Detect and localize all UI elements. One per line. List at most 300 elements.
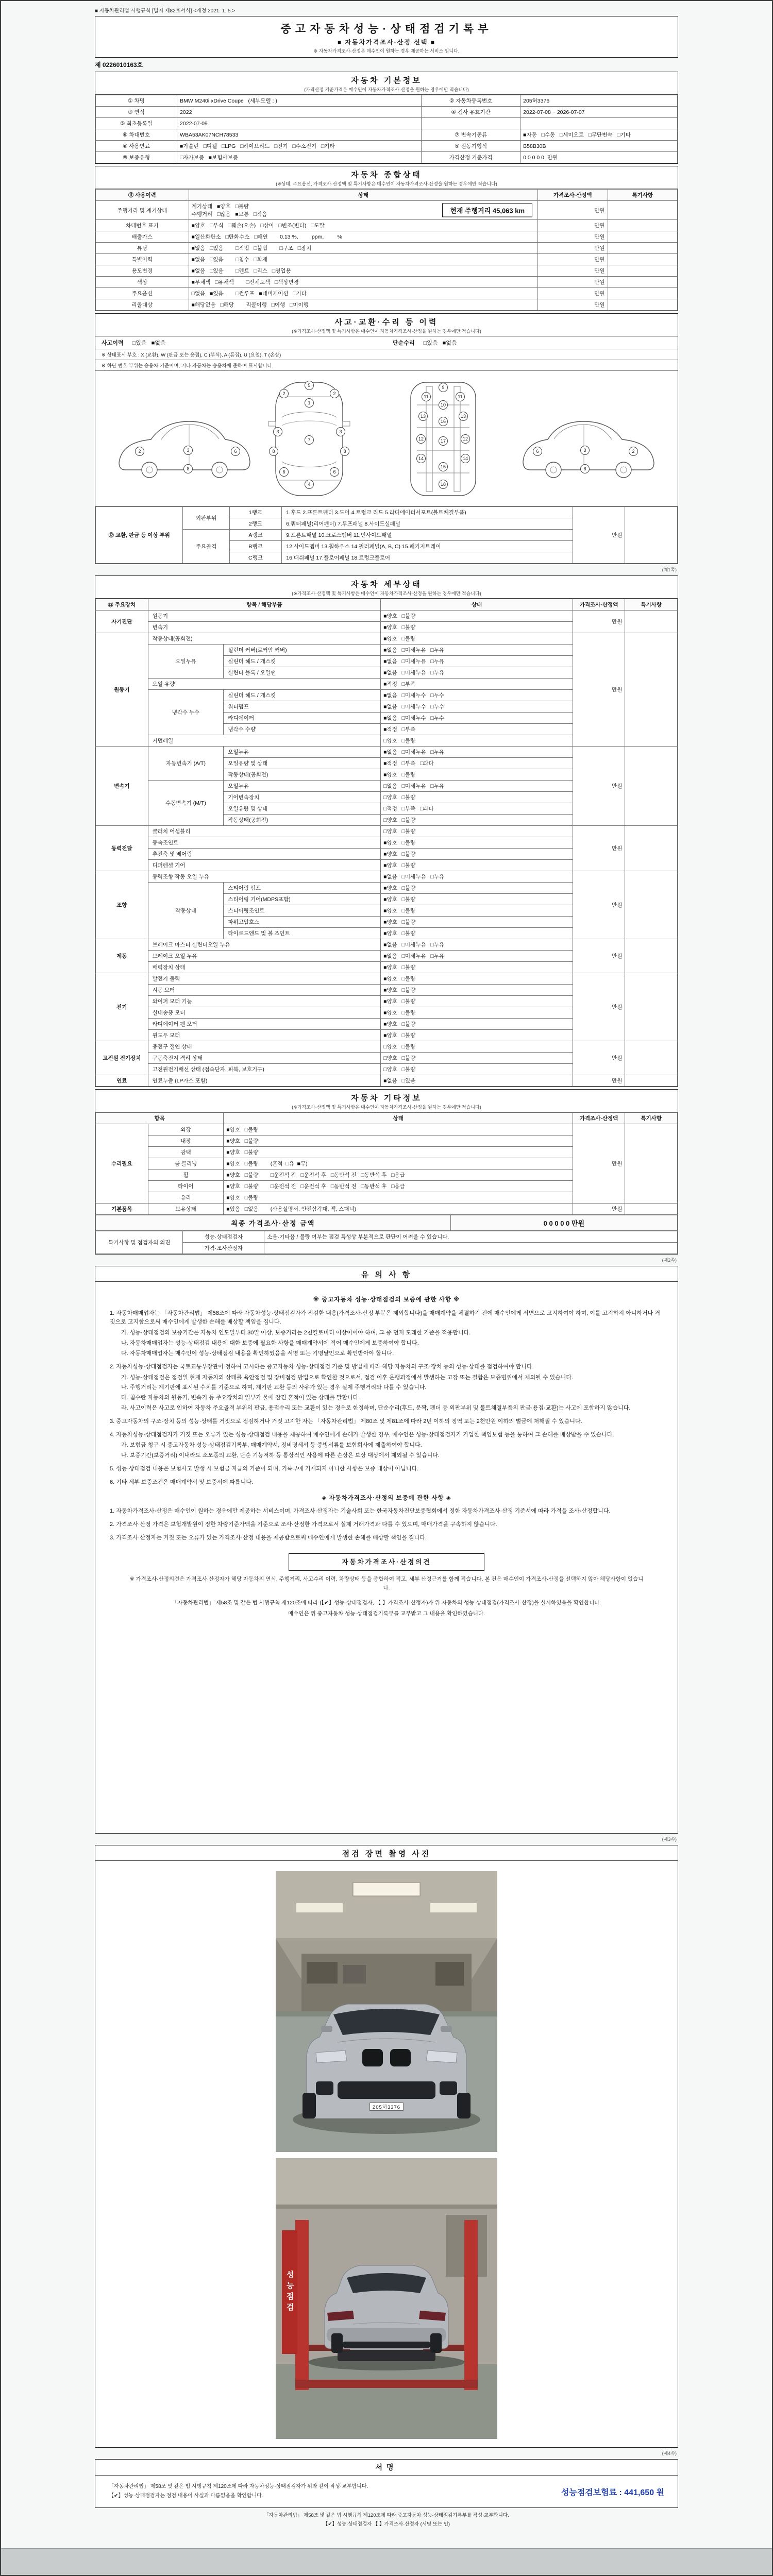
state-options: ■양호 □불량 [381, 769, 573, 781]
field-label: ④ 검사 유효기간 [422, 107, 520, 118]
price-cell: 만원 [573, 507, 625, 564]
etc-item-label: 타이어 [148, 1181, 224, 1192]
state-options: ■양호 □불량 □운전석 전 □운전석 후 □동반석 전 □동반석 후 □응급 [224, 1181, 573, 1192]
section-inspection-photos [95, 1845, 678, 2448]
state-options: ■양호 □불량 (흔적 □유 ■무) [224, 1158, 573, 1170]
panel-number-marker [274, 428, 282, 436]
item-label: 스티어링 펌프 [224, 883, 381, 894]
svg-text:14: 14 [462, 456, 468, 461]
device-group-label: 자기진단 [96, 611, 148, 633]
item-label: 타이로드엔드 및 볼 조인트 [224, 928, 381, 939]
detail-state-row [96, 826, 678, 837]
state-options: ■양호 □불량 [381, 633, 573, 645]
item-label: 연료누출 (LP가스 포함) [148, 1075, 381, 1087]
field-label: ⑦ 변속기종류 [422, 129, 520, 141]
svg-text:3: 3 [276, 429, 279, 434]
price-cell: 만원 [538, 299, 608, 311]
state-options: ■양호 □불량 [381, 985, 573, 996]
state-options [189, 299, 537, 311]
detail-state-row [96, 871, 678, 883]
notice-paragraph: 가. 성능·상태점검은 점검일 현재 자동차의 상태를 육안점검 및 장비점검 방법으로 확인한 것으로서, 점검 이후 운행과정에서 발생하는 고장 또는 결함은 보증범위에서 제외될 수 있습니다. [121, 1374, 574, 1381]
etc-item-label: 내장 [148, 1136, 224, 1147]
inspection-photo-lift [276, 2158, 497, 2439]
opinion-who: 가격·조사산정자 [183, 1243, 264, 1254]
section-accident-title: 사고·교환·수리 등 이력 [334, 318, 439, 327]
item-label: 브레이크 오일 누유 [148, 951, 381, 962]
svg-text:6: 6 [333, 469, 336, 474]
inspection-photo-front [276, 1871, 497, 2152]
device-group-label: 변속기 [96, 747, 148, 826]
field-label [422, 118, 520, 129]
device-group-label: 조향 [96, 871, 148, 939]
svg-text:6: 6 [282, 469, 285, 474]
panel-number-marker [417, 454, 426, 463]
remark-cell [608, 299, 678, 311]
price-cell: 만원 [573, 939, 625, 973]
col-price: 가격조사·산정액 [573, 599, 625, 611]
notice-paragraph: 다. 침수란 자동차의 원동기, 변속기 등 주요장치의 일부가 물에 잠긴 흔적이 있는 상태를 말합니다. [121, 1395, 360, 1401]
price-opinion-box-text: ※ 가격조사·산정의견은 가격조사·산정자가 해당 자동차의 연식, 주행거리, 사고수리 이력, 차량상태 등을 종합하여 적고, 세부 산정근거를 함께 적습니다. 본 건은 매수인이 가격조사·산정을 선택하지 않아 해당사항이 없습니다. [129, 1575, 644, 1591]
opinion-text [264, 1243, 678, 1254]
device-group-label: 동력전달 [96, 826, 148, 871]
state-options: ■양호 □불량 [381, 849, 573, 860]
item-label: 구동축전지 격리 상태 [148, 1053, 381, 1064]
simple-repair-label: 단순수리 [393, 340, 415, 346]
use-history-category: 리콜대상 [96, 299, 189, 311]
device-group-label: 연료 [96, 1075, 148, 1087]
field-label: ⑧ 사용연료 [96, 141, 177, 152]
section-signature [95, 2459, 678, 2508]
section-detail-title: 자동차 세부상태 [351, 580, 422, 589]
overall-state-row [96, 254, 678, 265]
accident-history-flag [95, 336, 386, 349]
state-mark-legend: ※ 상태표시 부호 : X (교환), W (판금 또는 용접), C (부식), A (흠집), U (요철), T (손상) [95, 349, 678, 360]
document-body [95, 6, 678, 2529]
remark-cell [608, 220, 678, 231]
panel-group-label: 주요골격 [183, 530, 229, 564]
item-label: 등속조인트 [148, 837, 381, 849]
device-sub-label: 수동변속기 (M/T) [148, 781, 224, 826]
field-value: BMW M240i xDrive Coupe (세부모델 : ) [177, 95, 422, 107]
overall-state-row [96, 288, 678, 299]
item-label: 실린더 커버(로커암 커버) [224, 645, 381, 656]
overall-state-row [96, 265, 678, 277]
state-options [189, 243, 537, 254]
state-options: □적정 □부족 □과다 [381, 803, 573, 815]
footer-line-1: 「자동차관리법」 제58조 및 같은 법 시행규칙 제120조에 따라 중고자동차 성능·상태점검기록부를 작성·교부합니다. [264, 2513, 509, 2518]
item-label: 발전기 출력 [148, 973, 381, 985]
opinion-label: 특기사항 및 점검자의 의견 [96, 1231, 183, 1254]
price-cell: 만원 [538, 201, 608, 220]
field-value: 0 0 0 0 0 만원 [520, 152, 678, 163]
notice-paragraph: 가. 보험금 청구 시 중고자동차 성능·상태점검기록부, 매매계약서, 정비명세서 등 증빙서류를 보험회사에 제출하여야 합니다. [121, 1442, 422, 1449]
etc-item-label: 보유상태 [148, 1204, 224, 1215]
state-options: ■있음 □없음 (사용설명서, 안전삼각대, 잭, 스패너) [224, 1204, 573, 1215]
use-history-category: 주요옵션 [96, 288, 189, 299]
col-remark: 특기사항 [625, 1113, 678, 1124]
state-options: □양호 □불량 [381, 826, 573, 837]
panel-number-marker [439, 480, 448, 489]
form-reference: ■ 자동차관리법 시행규칙 [별지 제82호서식] <개정 2021. 1. 5.> [95, 8, 236, 14]
svg-text:8: 8 [343, 449, 346, 454]
svg-text:2: 2 [138, 449, 141, 454]
state-options: ■양호 □불량 [224, 1136, 573, 1147]
detail-state-row [96, 611, 678, 622]
inspection-banner: 성능점검 [282, 2230, 297, 2354]
state-options [189, 277, 537, 288]
state-options: □양호 □불량 [381, 792, 573, 803]
price-cell: 만원 [573, 973, 625, 1041]
item-label: 라디에이터 [224, 713, 381, 724]
etc-item-label: 룸 클리닝 [148, 1158, 224, 1170]
svg-text:8: 8 [187, 466, 190, 471]
remark-cell [608, 243, 678, 254]
price-cell: 만원 [573, 633, 625, 747]
rank-label: 1랭크 [229, 507, 282, 518]
page-mark-3: (제3쪽) [662, 1837, 677, 1842]
panel-number-marker [184, 446, 193, 455]
svg-text:4: 4 [308, 482, 311, 487]
svg-text:16: 16 [440, 419, 446, 424]
notice-paragraph: 6. 기타 세부 보증조건은 매매계약서 및 보증서에 따릅니다. [110, 1479, 254, 1485]
item-label: 실린더 헤드 / 개스킷 [224, 690, 381, 701]
item-label: 오일누유 [224, 781, 381, 792]
item-label: 기어변속장치 [224, 792, 381, 803]
col-remark: 특기사항 [608, 190, 678, 201]
item-label: 워터펌프 [224, 701, 381, 713]
device-group-label: 고전원 전기장치 [96, 1041, 148, 1075]
inspection-insurance-fee [561, 2486, 664, 2498]
notice-heading: ◈ 자동차가격조사·산정의 보증에 관한 사항 ◈ [322, 1495, 451, 1501]
price-cell: 만원 [538, 243, 608, 254]
insurance-fee-label: 성능점검보험료 : [561, 2488, 622, 2497]
section-photos-title: 점검 장면 촬영 사진 [342, 1850, 431, 1858]
item-label: 브레이크 마스터 실린더오일 누유 [148, 939, 381, 951]
signature-lines [109, 2482, 368, 2501]
svg-text:6: 6 [536, 449, 539, 454]
overall-header-row [96, 190, 678, 201]
panel-number-marker [270, 447, 278, 456]
notice-paragraph: 나. 보증기간(보증거리) 이내라도 소모품의 교환, 단순 기능저하 등 통상적인 사용에 따른 손상은 보상 대상에서 제외될 수 있습니다. [121, 1452, 440, 1459]
section-overall-note: (※상태, 주요옵션, 가격조사·산정액 및 특기사항은 매수인이 자동차가격조사·산정을 원하는 경우에만 적습니다) [276, 181, 497, 187]
etc-info-table [95, 1112, 678, 1215]
state-options: ■양호 □불량 [381, 860, 573, 871]
state-options: □양호 □불량 [381, 1064, 573, 1075]
state-options: ■양호 □불량 [381, 1030, 573, 1041]
exchange-panel-table [95, 506, 678, 564]
svg-text:17: 17 [440, 438, 446, 444]
state-options [189, 265, 537, 277]
simple-repair-flag [386, 336, 678, 349]
svg-text:7: 7 [308, 437, 311, 443]
col-item: 항목 / 해당부품 [148, 599, 381, 611]
basic-info-row [96, 118, 678, 129]
state-option-line: ■해당없음 □해당 리콜이행 □이행 □미이행 [191, 302, 309, 308]
item-label: 작동상태(공회전) [224, 815, 381, 826]
section-etc-title: 자동차 기타정보 [351, 1094, 422, 1103]
svg-text:18: 18 [440, 482, 446, 487]
etc-group-label: 수리필요 [96, 1124, 148, 1204]
panel-number-marker [461, 454, 470, 463]
field-value: ■가솔린 □디젤 □LPG □하이브리드 □전기 □수소전기 □기타 [177, 141, 422, 152]
svg-text:3: 3 [583, 448, 586, 453]
state-options: ■양호 □불량 [381, 1007, 573, 1019]
remark-cell [625, 747, 678, 826]
panel-number-marker [581, 446, 590, 455]
item-label: 클러치 어셈블리 [148, 826, 381, 837]
etc-item-label: 휠 [148, 1170, 224, 1181]
panel-number-marker [337, 428, 345, 436]
svg-text:6: 6 [234, 449, 237, 454]
overall-state-row [96, 243, 678, 254]
use-history-category: 색상 [96, 277, 189, 288]
item-label: 오일 유량 [148, 679, 381, 690]
scan-bottom-band [1, 2548, 772, 2575]
basic-info-table [95, 95, 678, 163]
section-etc-header [95, 1090, 678, 1112]
item-label: 고전원전기배선 상태 (접속단자, 피복, 보호기구) [148, 1064, 381, 1075]
state-options: ■양호 □불량 [381, 894, 573, 905]
rank-item-list: 12.사이드멤버 13.휠하우스 14.필러패널(A, B, C) 15.패키지트레이 [282, 541, 573, 552]
price-cell: 만원 [573, 611, 625, 633]
opinion-text: 소음·기타음 / 불량 여부는 점검 특성상 부분적으로 판단이 어려울 수 있습니다. [264, 1231, 678, 1243]
state-options: ■없음 □미세누유 □누유 [381, 667, 573, 679]
notice-paragraph: 3. 가격조사·산정자는 거짓 또는 오류가 있는 가격조사·산정 내용을 제공함으로써 매수인에게 발생한 손해를 배상할 책임을 집니다. [110, 1534, 427, 1541]
rank-label: 2랭크 [229, 518, 282, 530]
item-label: 오일누유 [224, 747, 381, 758]
item-label: 동력조향 작동 오일 누유 [148, 871, 381, 883]
remark-cell [625, 633, 678, 747]
use-history-category: 용도변경 [96, 265, 189, 277]
svg-text:2: 2 [282, 391, 285, 396]
remark-cell [625, 1041, 678, 1075]
use-history-category: 특별이력 [96, 254, 189, 265]
field-label: ⑩ 보증유형 [96, 152, 177, 163]
section-notice [95, 1266, 678, 1834]
state-options: ■양호 □불량 [381, 883, 573, 894]
document-title: 중고자동차성능·상태점검기록부 [280, 23, 493, 35]
item-label: 배력장치 상태 [148, 962, 381, 973]
col-state: 상태 [381, 599, 573, 611]
state-option-line: ■없음 □있음 □렌트 □리스 □영업용 [191, 268, 291, 274]
basic-info-row [96, 129, 678, 141]
panel-number-marker [136, 447, 144, 456]
state-options [189, 288, 537, 299]
state-options: ■양호 □불량 [381, 905, 573, 917]
section-accident-history [95, 313, 678, 564]
svg-text:8: 8 [272, 449, 275, 454]
rank-item-list: 1.후드 2.프론트펜더 3.도어 4.트렁크 리드 5.라디에이터서포트(볼트체결부품) [282, 507, 573, 518]
panel-number-marker [439, 437, 448, 446]
overall-state-row [96, 220, 678, 231]
price-cell: 만원 [573, 826, 625, 871]
etc-info-row [96, 1124, 678, 1136]
panel-number-marker [419, 412, 428, 421]
item-label: 커먼레일 [148, 735, 381, 747]
svg-text:3: 3 [187, 448, 190, 453]
opinion-row [96, 1243, 678, 1254]
rank-item-list: 9.프론트패널 10.크로스멤버 11.인사이드패널 [282, 530, 573, 541]
field-value: 2022-07-09 [177, 118, 422, 129]
svg-text:13: 13 [420, 414, 426, 419]
section-overall-state [95, 166, 678, 311]
state-options: ■양호 □불량 [381, 996, 573, 1007]
state-option-line: ■일산화탄소 □탄화수소 □매연 0.13 %, ppm, % [191, 234, 342, 240]
section-accident-note: (※가격조사·산정액 및 특기사항은 매수인이 자동차가격조사·산정을 원하는 경우에만 적습니다) [292, 329, 481, 334]
panel-number-marker [422, 393, 431, 401]
notice-heading: ※ 중고자동차 성능·상태점검의 보증에 관한 사항 ※ [313, 1297, 460, 1303]
final-amount-table [95, 1215, 678, 1231]
state-options: ■양호 □불량 [381, 611, 573, 622]
accident-history-label: 사고이력 [102, 340, 124, 346]
state-options: ■양호 □불량 [381, 973, 573, 985]
item-label: 추진축 및 베어링 [148, 849, 381, 860]
item-label: 충전구 절연 상태 [148, 1041, 381, 1053]
document-subtitle: ■ 자동차가격조사·산정 선택 ■ [337, 39, 435, 46]
remark-cell [625, 611, 678, 633]
remark-cell [625, 1075, 678, 1087]
state-options: ■없음 □미세누유 □누유 [381, 871, 573, 883]
remark-cell [608, 231, 678, 243]
field-value: ■자동 □수동 □세미오토 □무단변속 □기타 [520, 129, 678, 141]
state-options: ■양호 □불량 [224, 1192, 573, 1204]
section-basic-title: 자동차 기본정보 [351, 76, 422, 85]
rank-label: C랭크 [229, 552, 282, 564]
device-sub-label: 냉각수 누수 [148, 690, 224, 735]
section-detail-state [95, 575, 678, 1087]
item-label: 라디에이터 팬 모터 [148, 1019, 381, 1030]
notice-paragraph: 1. 자동차가격조사·산정은 매수인이 원하는 경우에만 제공하는 서비스이며, 가격조사·산정자는 기술사회 또는 한국자동차진단보증협회에서 정한 자동차가격조사·산정 기준서에 따라 가격을 조사·산정합니다. [110, 1508, 611, 1515]
device-group-label: 제동 [96, 939, 148, 973]
notice-paragraph: 1. 자동차매매업자는 「자동차관리법」 제58조에 따라 자동차성능·상태점검자가 점검한 내용(가격조사·산정 부분은 제외합니다)을 매매계약을 체결하기 전에 매수인에게 서면으로 고지하여야 하며, 이를 고지하지 아니하거나 거짓으로 고지함으로써 매수인에게 발생한 손해를 배상할 책임을 집니다. [110, 1310, 660, 1326]
state-options: ■없음 □미세누유 □누유 [381, 645, 573, 656]
item-label: 윈도우 모터 [148, 1030, 381, 1041]
svg-text:11: 11 [424, 394, 429, 399]
field-value: 205허3376 [520, 95, 678, 107]
state-options: ■없음 □있음 [381, 1075, 573, 1087]
price-opinion-box-title: 자동차가격조사·산정의견 [289, 1553, 484, 1571]
item-label: 시동 모터 [148, 985, 381, 996]
device-sub-label: 작동상태 [148, 883, 224, 939]
item-label: 작동상태(공회전) [148, 633, 381, 645]
state-option-line: ■양호 □부식 □훼손(오손) □상이 □변조(변타) □도말 [191, 223, 325, 229]
svg-text:15: 15 [440, 464, 446, 469]
state-options: ■없음 □미세누수 □누수 [381, 701, 573, 713]
etc-group-label: 기본품목 [96, 1204, 148, 1215]
remark-cell [608, 254, 678, 265]
section-basic-note: (가격산정 기준가격은 매수인이 자동차가격조사·산정을 원하는 경우에만 적습니다) [304, 87, 469, 92]
price-cell: 만원 [538, 231, 608, 243]
field-value: B58B30B [520, 141, 678, 152]
etc-header-row [96, 1113, 678, 1124]
state-options [189, 220, 537, 231]
insurance-fee-value: 441,650 원 [624, 2488, 664, 2497]
col-state: 상태 [224, 1113, 573, 1124]
col-device: ⑬ 주요장치 [96, 599, 148, 611]
panel-number-marker [581, 465, 590, 473]
confirmation-line-2: 매수인은 위 중고자동차 성능·상태점검기록부를 교부받고 그 내용을 확인하였습니다. [288, 1610, 485, 1617]
field-value: 2022 [177, 107, 422, 118]
panel-group-label: 외판부위 [183, 507, 229, 530]
detail-state-table [95, 599, 678, 1087]
state-options: ■없음 □미세누수 □누수 [381, 690, 573, 701]
photos-body [95, 1861, 678, 2447]
rank-item-list: 16.대쉬패널 17.플로어패널 18.트렁크플로어 [282, 552, 573, 564]
state-options: □없음 □미세누유 □누유 [381, 781, 573, 792]
remark-cell [625, 1124, 678, 1204]
price-cell: 만원 [538, 277, 608, 288]
svg-text:2: 2 [333, 391, 336, 396]
state-options [189, 201, 537, 220]
final-amount-row [96, 1215, 678, 1231]
svg-text:13: 13 [460, 414, 466, 419]
svg-text:14: 14 [418, 456, 424, 461]
state-options: ■양호 □불량 [381, 917, 573, 928]
panel-number-marker [305, 436, 314, 445]
etc-item-label: 외장 [148, 1124, 224, 1136]
item-label: 파워고압호스 [224, 917, 381, 928]
field-label: ① 차명 [96, 95, 177, 107]
state-options [189, 254, 537, 265]
document-number: 제 0226010163호 [95, 61, 143, 69]
rank-label: B랭크 [229, 541, 282, 552]
remark-cell [625, 826, 678, 871]
state-option-line: 주행거리 □많음 ■보통 □적음 [191, 211, 267, 217]
item-label: 원동기 [148, 611, 381, 622]
basic-info-row [96, 107, 678, 118]
document-subnote: ※ 자동차가격조사·산정은 매수인이 원하는 경우 제공하는 서비스 입니다. [313, 48, 460, 54]
inspector-opinion-table [95, 1231, 678, 1254]
item-label: 작동상태(공회전) [224, 769, 381, 781]
accident-flags-row [95, 336, 678, 349]
state-options: □양호 □불량 [381, 1053, 573, 1064]
state-options: ■적정 □부족 [381, 679, 573, 690]
price-cell: 만원 [538, 254, 608, 265]
detail-state-row [96, 1041, 678, 1053]
accident-history-value: □있음 ■없음 [132, 340, 166, 346]
field-value: WBA53AK07NCH78533 [177, 129, 422, 141]
remark-cell [625, 939, 678, 973]
svg-text:2: 2 [632, 449, 635, 454]
state-options: ■양호 □불량 [381, 928, 573, 939]
footer-legal-lines [95, 2511, 678, 2529]
panel-number-marker [439, 463, 448, 471]
item-label: 디퍼렌셜 기어 [148, 860, 381, 871]
svg-text:12: 12 [418, 436, 424, 442]
remark-cell [625, 973, 678, 1041]
panel-number-marker [533, 447, 542, 456]
state-options: ■없음 □미세누수 □누수 [381, 713, 573, 724]
panel-number-marker [305, 480, 314, 489]
overall-state-table [95, 189, 678, 311]
panel-number-marker [439, 401, 448, 410]
notice-paragraph: 3. 중고자동차의 구조·장치 등의 성능·상태를 거짓으로 점검하거나 거짓 고지한 자는 「자동차관리법」 제80조 및 제81조에 따라 2년 이하의 징역 또는 2천만원 이하의 벌금에 처해질 수 있습니다. [110, 1418, 582, 1425]
overall-state-row [96, 299, 678, 311]
use-history-category: 배출가스 [96, 231, 189, 243]
item-label: 실린더 헤드 / 개스킷 [224, 656, 381, 667]
section-notice-header [95, 1266, 678, 1282]
title-block [95, 16, 678, 58]
notice-paragraph: 라. 사고이력은 사고로 인하여 자동차 주요골격 부위의 판금, 용접수리 또는 교환이 있는 경우로 한정하며, 단순수리(후드, 문짝, 펜더 등 외판부위 및 볼트체결부품의 판금·용접·교환)는 사고에 포함하지 않습니다. [121, 1404, 631, 1411]
col-use-history: ⑪ 사용이력 [96, 190, 189, 201]
panel-number-marker [439, 417, 448, 426]
state-options: □양호 □불량 [381, 815, 573, 826]
overall-state-row [96, 201, 678, 220]
page-mark-2: (제2쪽) [662, 1258, 677, 1263]
notice-paragraph: 가. 성능·상태점검의 보증기간은 자동차 인도일부터 30일 이상, 보증거리는 2천킬로미터 이상이어야 하며, 그 중 먼저 도래한 기준을 적용합니다. [121, 1330, 471, 1336]
odometer-value: 현재 주행거리 45,063 km [442, 204, 532, 217]
price-cell: 만원 [573, 1204, 625, 1215]
